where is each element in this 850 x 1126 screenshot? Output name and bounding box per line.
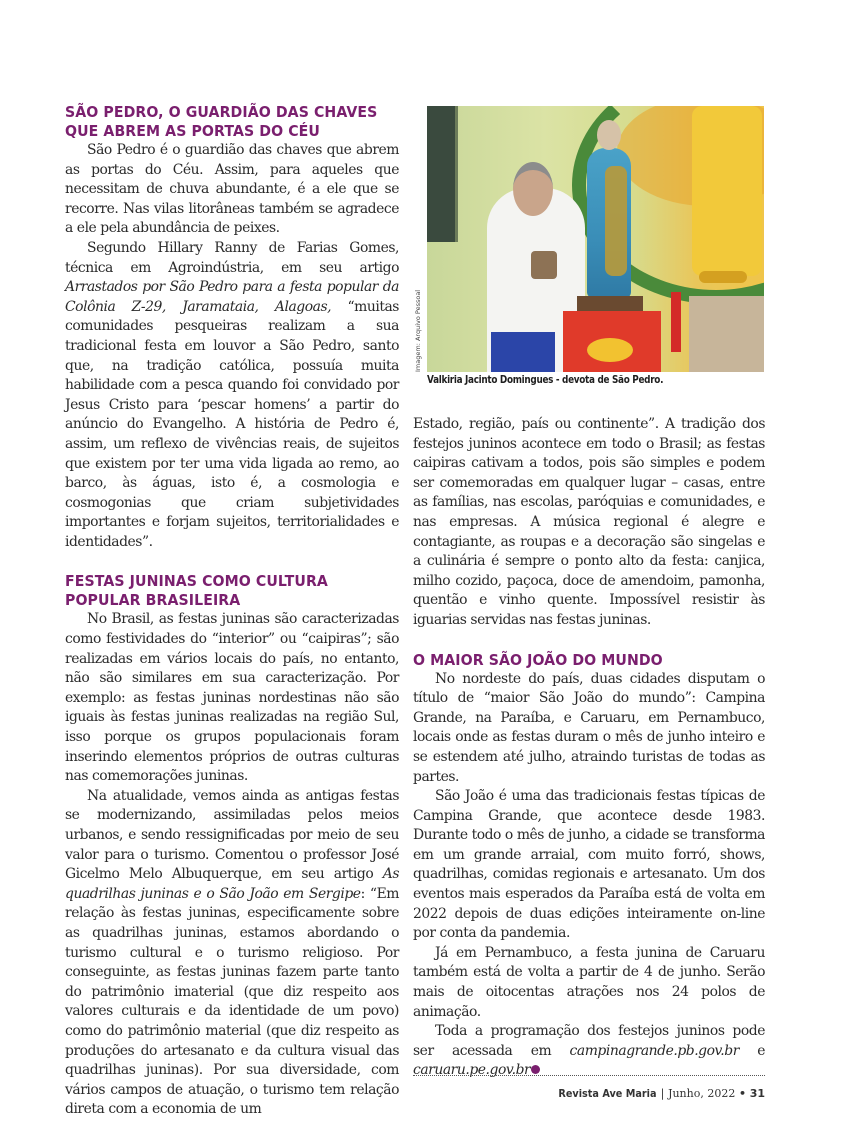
paragraph: Já em Pernambuco, a festa junina de Caruaru também está de volta a partir de 4 de junho. Serão mais de oitocentas atrações nos 24 polos de animação. [413,944,765,1020]
paragraph: No nordeste do país, duas cidades disputam o título de “maior São João do mundo”: Campina Grande, na Paraíba, e Caruaru, em Pernambuco, locais onde as festas duram o mês de junho inteiro e se estendem até julho, atraindo turistas de todas as partes. [413,670,765,785]
footer-divider [413,1075,765,1076]
website-link-campina-grande[interactable]: campinagrande.pb.gov.br [569,1042,739,1059]
photo-credit: Imagem: Arquivo Pessoal [414,289,422,372]
article-title: Arrastados por São Pedro para a festa popular da Colônia Z-29, Jaramataia, Alagoas, [65,279,399,315]
photo-window [427,106,458,242]
paragraph [65,239,399,553]
section-heading-sao-pedro: SÃO PEDRO, O GUARDIÃO DAS CHAVES QUE ABREM AS PORTAS DO CÉU [65,103,378,140]
section-heading-maior-sao-joao: O MAIOR SÃO JOÃO DO MUNDO [413,650,663,669]
left-column [65,103,399,1120]
end-of-article-mark-icon [531,1065,540,1074]
paragraph [65,787,399,1120]
article-title: As quadrilhas juninas e o São João em Sergipe [65,866,399,902]
paragraph: São João é uma das tradicionais festas típicas de Campina Grande, que acontece desde 1983. Durante todo o mês de junho, a cidade se transforma em um grande arraial, com muito forró, shows, quadrilhas, comidas regionais e artesanato. Um dos eventos mais esperados da Paraíba está de volta em 2022 depois de duas edições inteiramente on-line por conta da pandemia. [413,788,765,942]
magazine-name: Revista Ave Maria [558,1087,657,1100]
paragraph-text: Na atualidade, vemos ainda as antigas festas se modernizando, assimiladas pelos meios urbanos, e sendo ressignificadas por meio de seu valor para o turismo. Comentou o professor José Gicelmo Melo Albuquerque, em seu artigo [65,787,399,883]
photo-devotee-with-saint-statue [427,106,764,372]
website-link-caruaru[interactable]: caruaru.pe.gov.br [413,1062,531,1079]
paragraph-text: : “Em relação às festas juninas, especificamente sobre as quadrilhas juninas, estamos abordando o turismo cultural e o turismo religioso. Por conseguinte, as festas juninas fazem parte tanto do patrimônio imaterial (que diz respeito aos valores culturais e da identidade de um povo) como do patrimônio material (que diz respeito as produções do artesanato e da cultura visual das quadrilhas juninas). Por sua diversidade, com vários campos de atuação, o turismo tem relação direta com a economia de um [65,885,399,1118]
footer-bullet: • [739,1087,747,1100]
photo-caption: Valkiria Jacinto Domingues - devota de São Pedro. [427,374,664,386]
paragraph: No Brasil, as festas juninas são caracterizadas como festividades do “interior” ou “caipiras”; são realizadas em vários locais do país, no entanto, não são similares em sua caracterização. Por exemplo: as festas juninas nordestinas não são iguais às festas juninas realizadas na região Sul, isso porque os grupos populacionais foram inserindo elementos próprios de outras culturas nas comemorações juninas. [65,611,399,785]
footer-separator: | [660,1086,665,1100]
page-footer [545,1086,765,1100]
paragraph-text: Toda a programação dos festejos juninos pode ser acessada em [413,1023,765,1059]
section-heading-festas-juninas: FESTAS JUNINAS COMO CULTURA POPULAR BRASILEIRA [65,572,328,610]
paragraph-text: “muitas comunidades pesqueiras realizam a sua tradicional festa em louvor a São Pedro, santo que, na tradição católica, possuía muita habilidade com a pesca quando foi convidado por Jesus Cristo para ‘pescar homens’ a partir do anúncio do Evangelho. A história de Pedro é, assim, um reflexo de vivências reais, de sujeitos que existem por ter uma vida ligada ao remo, ao barco, às águas, isto é, a cosmologia e cosmogonias que criam subjetividades importantes e forjam sujeitos, territorialidades e identidades”. [65,298,399,550]
right-column [413,415,765,1081]
paragraph-continued: Estado, região, país ou continente”. A tradição dos festejos juninos acontece em todo o Brasil; as festas caipiras cativam a todos, pois são simples e podem ser comemoradas em qualquer lugar – casas, entre as famílias, nas escolas, paróquias e comunidades, e nas empresas. A música regional é alegre e contagiante, as roupas e a decoração são singelas e a culinária é sempre o ponto alto da festa: canjica, milho cozido, paçoca, doce de amendoim, pamonha, quentão e vinho quente. Impossível resistir às iguarias servidas nas festas juninas. [413,416,765,628]
paragraph-text: Segundo Hillary Ranny de Farias Gomes, técnica em Agroindústria, em seu artigo [65,239,399,276]
issue-date: Junho, 2022 [668,1087,736,1100]
page-number: 31 [749,1087,765,1100]
paragraph: São Pedro é o guardião das chaves que abrem as portas do Céu. Assim, para aqueles que necessitam de chuva abundante, é a ele que se recorre. Nas vilas litorâneas também se agradece a ele pela abundância de peixes. [65,142,399,237]
paragraph: Toda a programação dos festejos juninos pode ser acessada em campinagrande.pb.gov.br e caruaru.pe.gov.br [413,1023,765,1079]
